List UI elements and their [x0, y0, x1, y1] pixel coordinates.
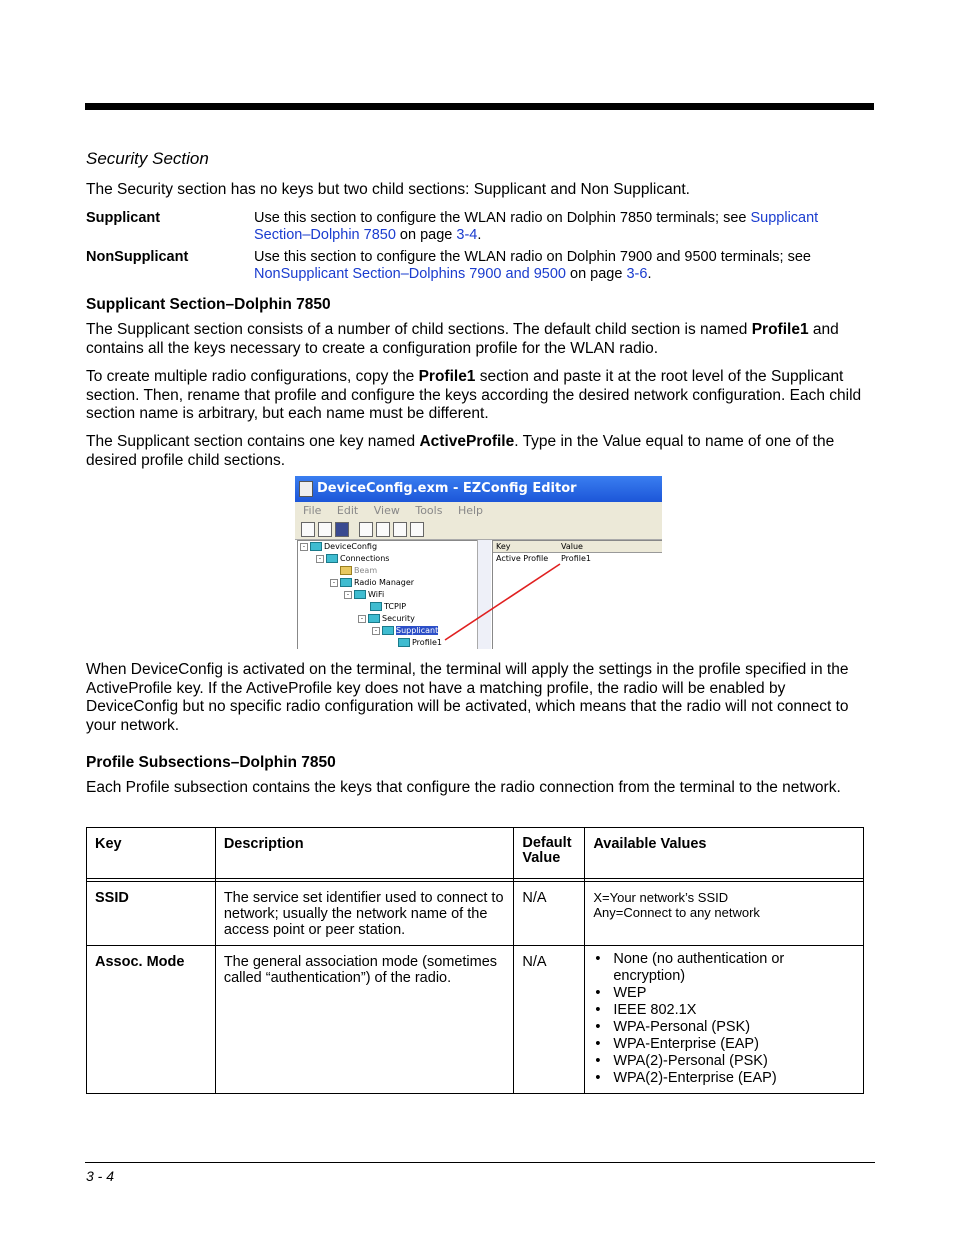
footer-rule: [85, 1162, 875, 1163]
callout-arrow: [295, 476, 662, 649]
menu-file[interactable]: File: [303, 504, 322, 517]
header-default-value: Default Value: [514, 828, 585, 879]
table-row: SSID The service set identifier used to connect to network; usually the network name of the access point or peer station. N/A X=Your network’s SSID Any=Connect to any network: [87, 882, 864, 946]
def-desc-supplicant: Use this section to configure the WLAN radio on Dolphin 7850 terminals; see Supplicant Section–Dolphin 7850 on page 3-4.: [254, 210, 819, 243]
def-term-nonsupplicant: NonSupplicant: [86, 249, 189, 265]
column-value[interactable]: Value: [561, 542, 583, 551]
assoc-mode-values-list: [593, 951, 855, 1087]
profile-intro: Each Profile subsection contains the keys that configure the radio connection from the terminal to the network.: [86, 779, 841, 796]
supplicant-paragraph-2: To create multiple radio configurations, copy the Profile1 section and paste it at the root level of the Supplicant section. Then, rename that profile and configure the keys according the desired network configuration. Each child section name is arbitrary, but each name must be different.: [86, 368, 862, 422]
table-header-row: [87, 828, 864, 879]
tree-node-connections[interactable]: - Connections: [316, 554, 389, 564]
intro-paragraph: The Security section has no keys but two child sections: Supplicant and Non Supplicant.: [86, 181, 690, 198]
supplicant-section-link[interactable]: Supplicant Section–Dolphin 7850: [254, 210, 819, 243]
header-rule: [85, 103, 874, 110]
tree-node-profile1[interactable]: Profile1: [398, 638, 442, 648]
header-description: Description: [215, 828, 514, 879]
tree-node-radio-manager[interactable]: - Radio Manager: [330, 578, 414, 588]
header-key: Key: [87, 828, 216, 879]
def-term-supplicant: Supplicant: [86, 210, 161, 226]
tree-node-tcpip[interactable]: TCPIP: [370, 602, 406, 612]
list-item: • None (no authentication or encryption): [593, 951, 855, 985]
tree-node-beam[interactable]: Beam: [340, 566, 377, 576]
header-available-values: Available Values: [585, 828, 864, 879]
menu-tools[interactable]: Tools: [415, 504, 443, 517]
tree-node-wifi[interactable]: - WiFi: [344, 590, 384, 600]
window-title-bar: DeviceConfig.exm - EZConfig Editor: [295, 476, 662, 502]
menu-help[interactable]: Help: [457, 504, 484, 517]
def-desc-nonsupplicant: Use this section to configure the WLAN radio on Dolphin 7900 and 9500 terminals; see NonSupplicant Section–Dolphins 7900 and 9500 on page 3-6.: [254, 249, 811, 282]
column-key[interactable]: Key: [496, 542, 511, 551]
activation-paragraph: When DeviceConfig is activated on the terminal, the terminal will apply the settings in the profile specified in the ActiveProfile key. If the ActiveProfile key does not have a matching profile, the radio will be enabled by DeviceConfig but no specific radio configuration will be activated, which means that the radio will not connect to your network.: [86, 661, 849, 734]
tree-node-security[interactable]: - Security: [358, 614, 415, 624]
list-item: • WPA-Personal (PSK): [593, 1019, 855, 1036]
menu-view[interactable]: View: [373, 504, 400, 517]
nonsupplicant-section-link[interactable]: NonSupplicant Section–Dolphins 7900 and 9500: [254, 265, 566, 282]
page-link-3-6[interactable]: 3-6: [626, 265, 648, 282]
supplicant-heading: Supplicant Section–Dolphin 7850: [86, 296, 331, 313]
page-number: 3 - 4: [86, 1168, 115, 1184]
list-row-active-profile[interactable]: Active Profile Profile1: [496, 554, 591, 563]
supplicant-paragraph-3: The Supplicant section contains one key named ActiveProfile. Type in the Value equal to name of one of the desired profile child sections.: [86, 433, 835, 469]
list-item: • IEEE 802.1X: [593, 1002, 855, 1019]
list-item: • WPA-Enterprise (EAP): [593, 1036, 855, 1053]
list-item: • WPA(2)-Enterprise (EAP): [593, 1070, 855, 1087]
list-item: • WPA(2)-Personal (PSK): [593, 1053, 855, 1070]
profile-keys-table: [86, 827, 864, 1094]
page-link-3-4[interactable]: 3-4: [456, 226, 478, 243]
table-row: Assoc. Mode The general association mode (sometimes called “authentication”) of the radio. N/A • None (no authentication or encryption) • WEP • IEEE 802.1X • WPA-Personal (PSK) • WPA-Enterprise (EAP) • WPA(2)-Personal (PSK) • WPA(2)-Enterprise (EAP): [87, 946, 864, 1094]
menu-edit[interactable]: Edit: [336, 504, 359, 517]
tree-node-deviceconfig[interactable]: - DeviceConfig: [300, 542, 377, 552]
list-item: • WEP: [593, 985, 855, 1002]
profile-heading: Profile Subsections–Dolphin 7850: [86, 754, 336, 771]
tree-node-supplicant[interactable]: - Supplicant: [372, 626, 438, 636]
section-title: Security Section: [86, 149, 209, 168]
ezconfig-screenshot: [295, 476, 662, 649]
supplicant-paragraph-1: The Supplicant section consists of a number of child sections. The default child section is named Profile1 and contains all the keys necessary to create a configuration profile for the WLAN radio.: [86, 321, 839, 357]
